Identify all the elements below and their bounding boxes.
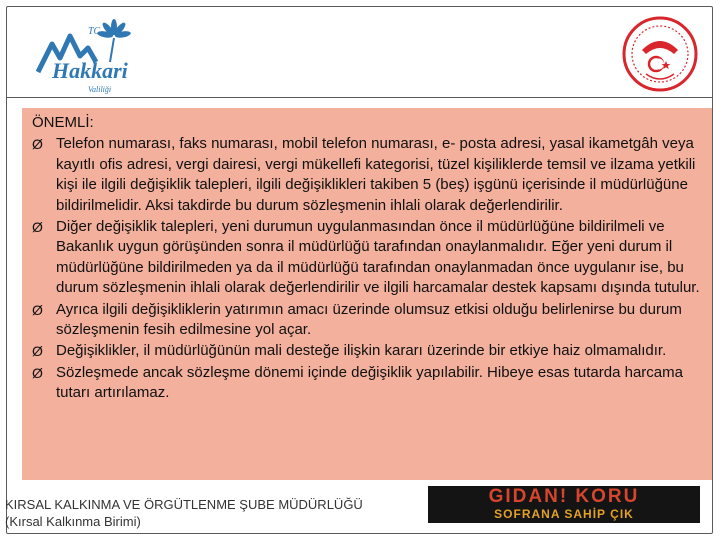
- notice-item: [32, 217, 702, 299]
- arrow-bullet-icon: Ø: [32, 219, 43, 236]
- notice-item-text: Sözleşmede ancak sözleşme dönemi içinde değişiklik yapılabilir. Hibeye esas tutarda harcama tutarı artırılamaz.: [56, 363, 683, 402]
- department-unit: (Kırsal Kalkınma Birimi): [5, 514, 141, 529]
- notice-item-text: Ayrıca ilgili değişikliklerin yatırımın amacı üzerinde olumsuz etkisi olduğu belirlenirse bu durum sözleşmenin fesih edilmesine yol açar.: [56, 300, 682, 339]
- banner-subtitle: SOFRANA SAHİP ÇIK: [494, 507, 634, 521]
- ministry-seal-logo: [620, 14, 700, 94]
- department-name: KIRSAL KALKINMA VE ÖRGÜTLENME ŞUBE MÜDÜRLÜĞÜ: [5, 497, 363, 512]
- gida-koru-banner: [428, 486, 700, 523]
- hakkari-logo-graphic: [30, 14, 140, 99]
- notice-item: [32, 363, 702, 404]
- notice-item-text: Değişiklikler, il müdürlüğünün mali desteğe ilişkin kararı üzerinde bir etkiye haiz olmamalıdır.: [56, 342, 667, 360]
- banner-title: GIDAN! KORU: [488, 486, 640, 507]
- notice-box: [22, 108, 712, 480]
- logo-subtext: Valiliği: [88, 85, 112, 94]
- notice-item-text: Telefon numarası, faks numarası, mobil telefon numarası, e- posta adresi, yasal ikametgâh veya kayıtlı ofis adresi, vergi dairesi, vergi mükellefi kategorisi, tüzel kişiliklerde temsil ve ilzama yetkili kişi ile ilgili değişiklik talepleri, ilgili değişiklikleri takiben 5 (beş) işgünü içerisinde il müdürlüğüne bildirilmelidir. Aksi takdirde bu durum sözleşmenin ihlali olarak değerlendirilir.: [56, 135, 696, 214]
- notice-item: [32, 300, 702, 341]
- arrow-bullet-icon: Ø: [32, 364, 43, 381]
- notice-item: [32, 134, 702, 216]
- department-footer: [5, 496, 415, 530]
- ministry-seal-icon: [620, 14, 700, 94]
- arrow-bullet-icon: Ø: [32, 136, 43, 153]
- arrow-bullet-icon: Ø: [32, 343, 43, 360]
- logo-city-text: Hakkari: [52, 58, 128, 83]
- notice-list: [32, 134, 702, 403]
- hakkari-valiligi-logo: [30, 14, 140, 99]
- notice-heading: ÖNEMLİ:: [32, 114, 94, 131]
- notice-item: [32, 341, 702, 361]
- arrow-bullet-icon: Ø: [32, 301, 43, 318]
- notice-item-text: Diğer değişiklik talepleri, yeni durumun uygulanmasından önce il müdürlüğüne bildirilmeli ve Bakanlık uygun görüşünden sonra il müdürlüğü tarafından onaylanmalıdır. Eğer yeni durum il müdürlüğüne bildirilmeden ya da il müdürlüğü tarafından onaylanmadan önce uygulanır ise, bu durum sözleşmenin ihlali olarak değerlendirilir ve ilgili harcamalar destek kapsamı dışında tutulur.: [56, 218, 700, 297]
- logo-badge-text: TC: [88, 26, 101, 37]
